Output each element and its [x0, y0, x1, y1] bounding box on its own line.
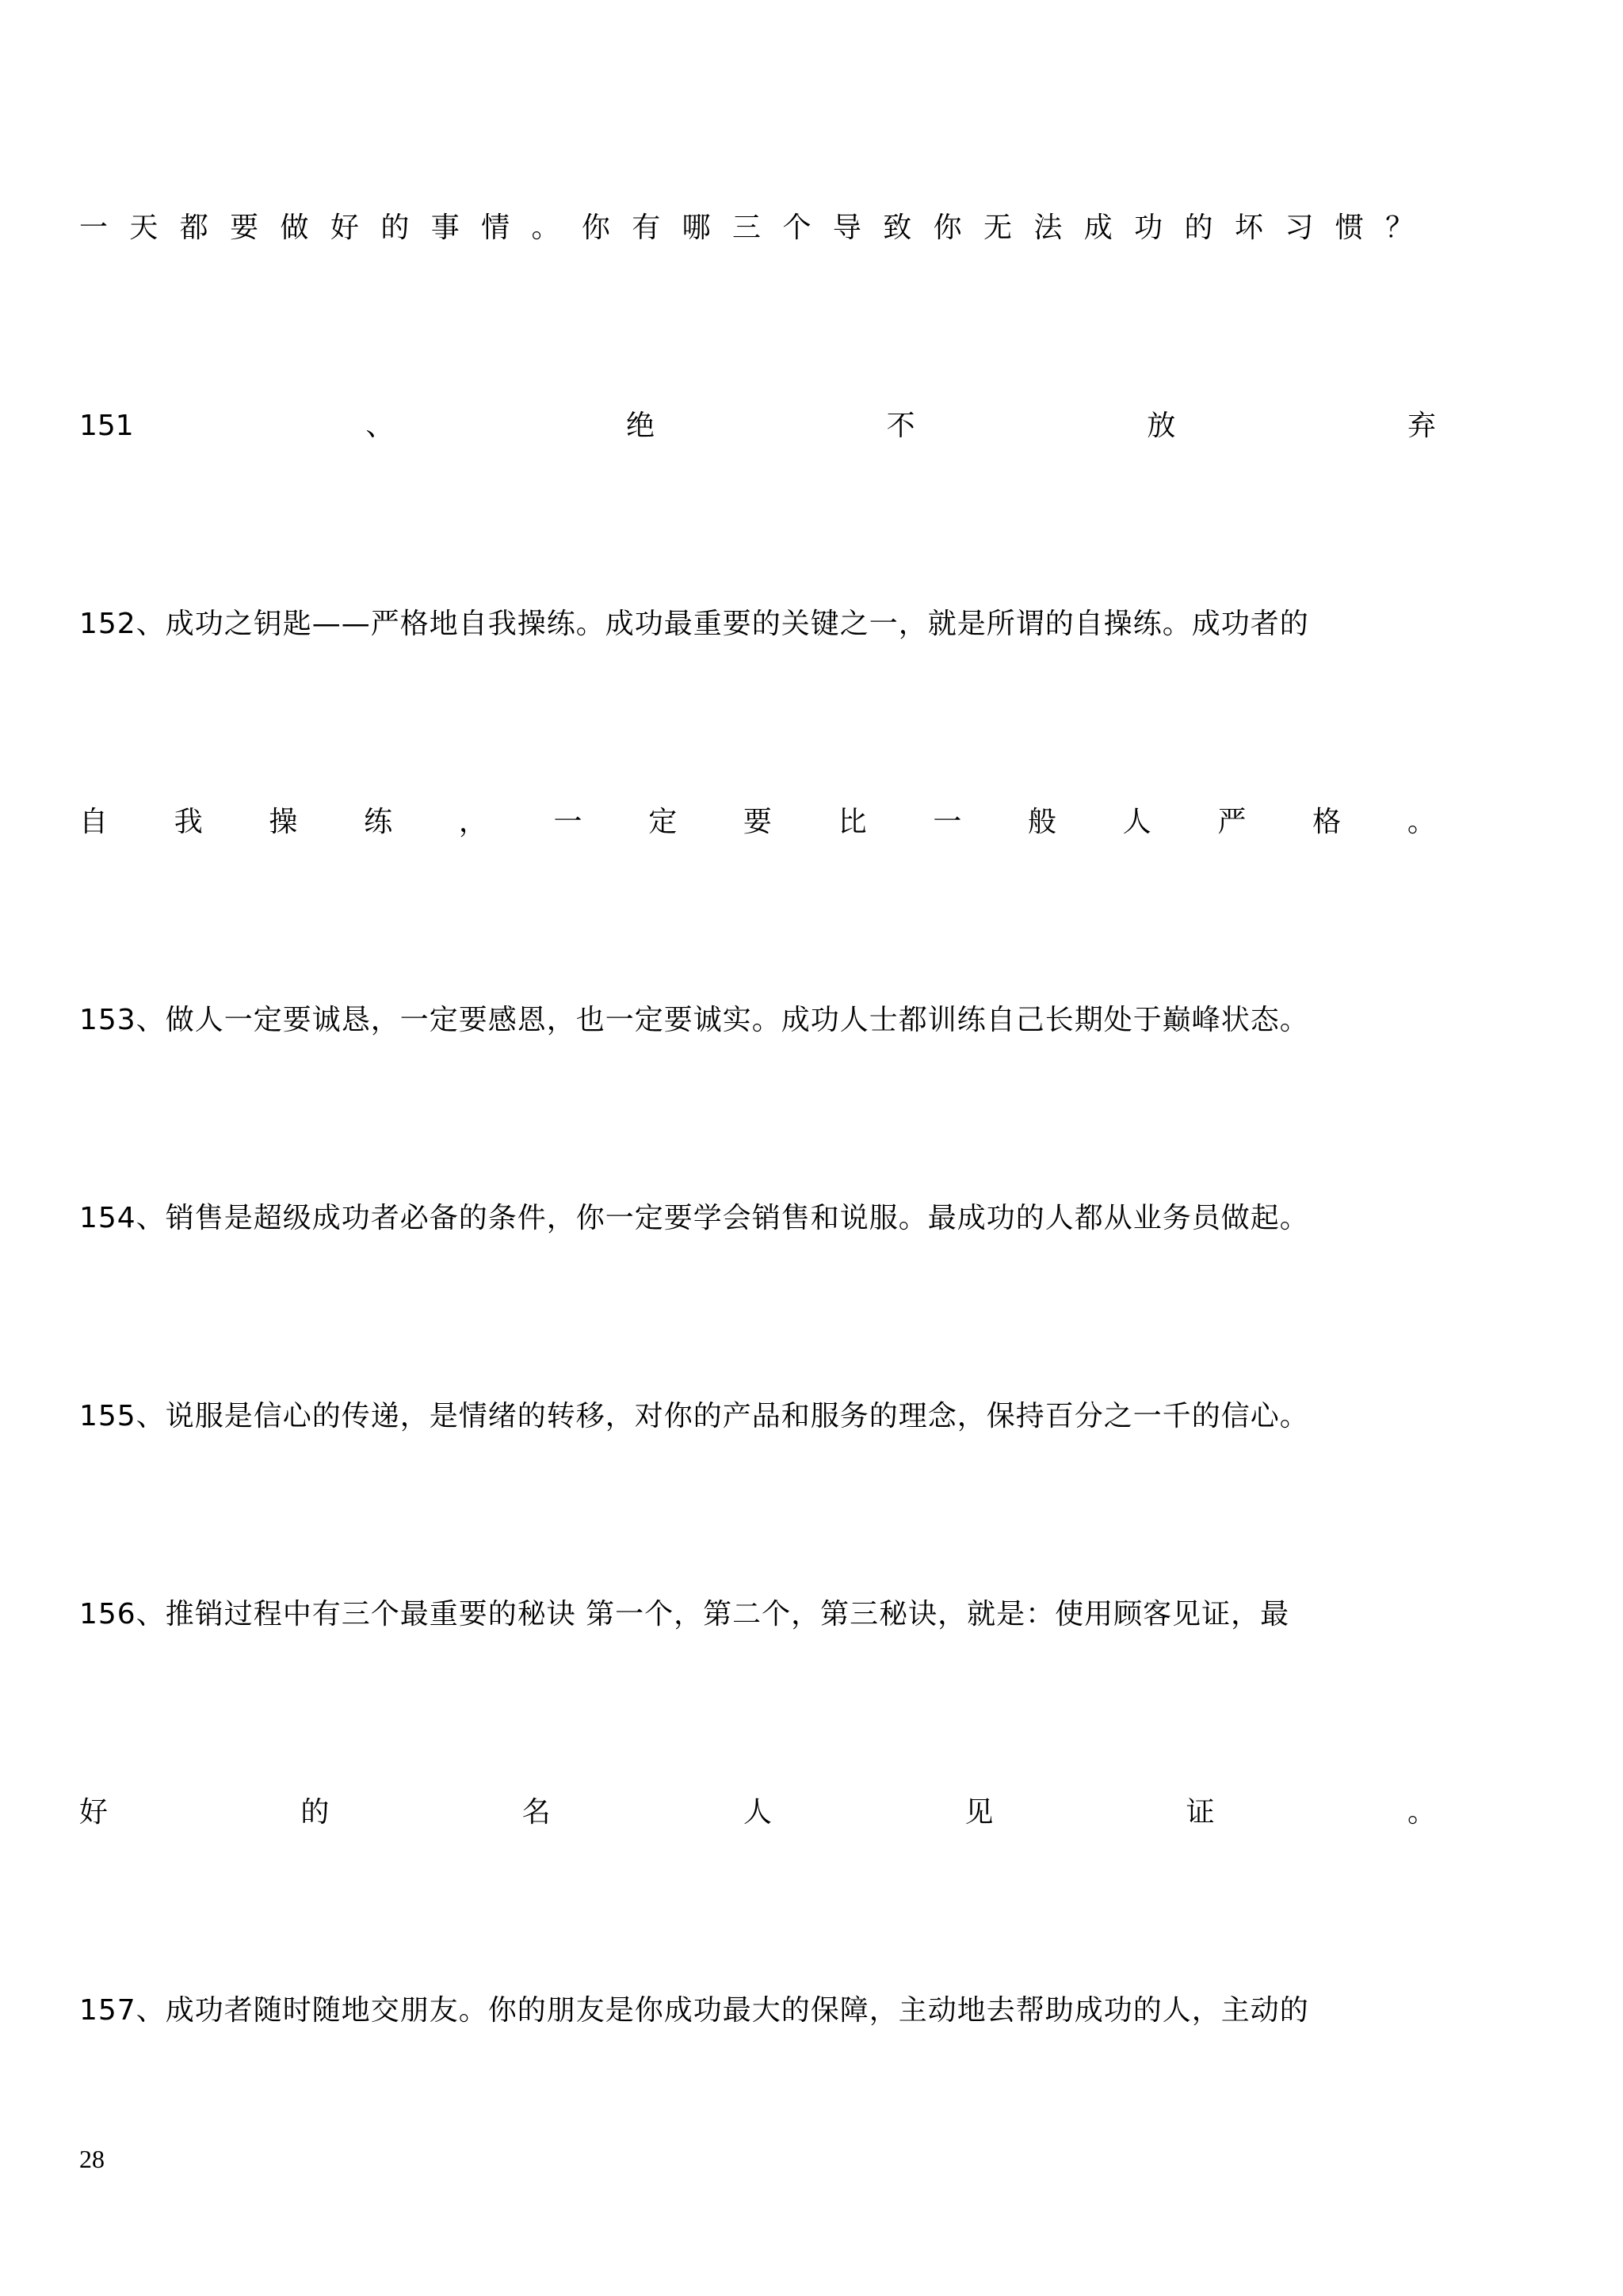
line-9-seg-1: 好 [79, 1796, 109, 1829]
line-4-seg-4: 练 [364, 806, 393, 838]
text-line-4 [79, 799, 1436, 846]
line-2-seg-2: 、 [365, 410, 395, 442]
page-number: 28 [79, 2145, 105, 2173]
line-9-seg-4: 人 [743, 1796, 772, 1829]
line-4-seg-6: 一 [553, 806, 582, 838]
text-line-7 [79, 1393, 1436, 1440]
line-9-seg-3: 名 [521, 1796, 551, 1829]
line-9-seg-5: 见 [964, 1796, 994, 1829]
line-10-text: 157、成功者随时随地交朋友。你的朋友是你成功最大的保障，主动地去帮助成功的人，主动的 [79, 1994, 1309, 2027]
line-2-seg-3: 绝 [626, 410, 655, 442]
line-2-seg-4: 不 [886, 410, 915, 442]
line-4-seg-15: 。 [1407, 806, 1436, 838]
line-4-seg-1: 自 [79, 806, 109, 838]
line-7-text: 155、说服是信心的传递，是情绪的转移，对你的产品和服务的理念，保持百分之一千的信心。 [79, 1400, 1309, 1432]
line-9-seg-6: 证 [1186, 1796, 1215, 1829]
line-6-text: 154、销售是超级成功者必备的条件，你一定要学会销售和说服。最成功的人都从业务员做起。 [79, 1202, 1309, 1234]
line-4-seg-5: ， [458, 806, 487, 838]
text-line-1 [79, 204, 1436, 252]
line-4-seg-3: 操 [269, 806, 298, 838]
line-4-seg-7: 定 [648, 806, 678, 838]
line-4-seg-14: 格 [1312, 806, 1342, 838]
text-line-5 [79, 997, 1436, 1044]
line-4-seg-10: 一 [933, 806, 962, 838]
line-2-seg-5: 放 [1147, 410, 1176, 442]
text-line-6 [79, 1195, 1436, 1242]
text-line-3 [79, 601, 1436, 648]
line-4-seg-9: 比 [838, 806, 867, 838]
text-line-9 [79, 1789, 1436, 1836]
line-2-seg-1: 151 [79, 410, 134, 442]
text-line-10 [79, 1987, 1436, 2035]
line-9-seg-7: 。 [1407, 1796, 1436, 1829]
line-3-text: 152、成功之钥匙——严格地自我操练。成功最重要的关键之一，就是所谓的自操练。成功者的 [79, 608, 1309, 640]
line-9-seg-2: 的 [300, 1796, 330, 1829]
line-4-seg-2: 我 [174, 806, 203, 838]
line-2-seg-6: 弃 [1407, 410, 1436, 442]
line-8-text: 156、推销过程中有三个最重要的秘诀 第一个，第二个，第三秘诀，就是：使用顾客见证，最 [79, 1598, 1290, 1630]
line-4-seg-13: 严 [1217, 806, 1247, 838]
text-line-8 [79, 1591, 1436, 1638]
line-4-seg-12: 人 [1122, 806, 1151, 838]
line-4-seg-11: 般 [1028, 806, 1057, 838]
line-1-text: 一天都要做好的事情。你有哪三个导致你无法成功的坏习惯？ [79, 212, 1436, 244]
line-4-seg-8: 要 [743, 806, 772, 838]
line-5-text: 153、做人一定要诚恳，一定要感恩，也一定要诚实。成功人士都训练自己长期处于巅峰状态。 [79, 1004, 1309, 1036]
text-line-2 [79, 402, 1436, 450]
